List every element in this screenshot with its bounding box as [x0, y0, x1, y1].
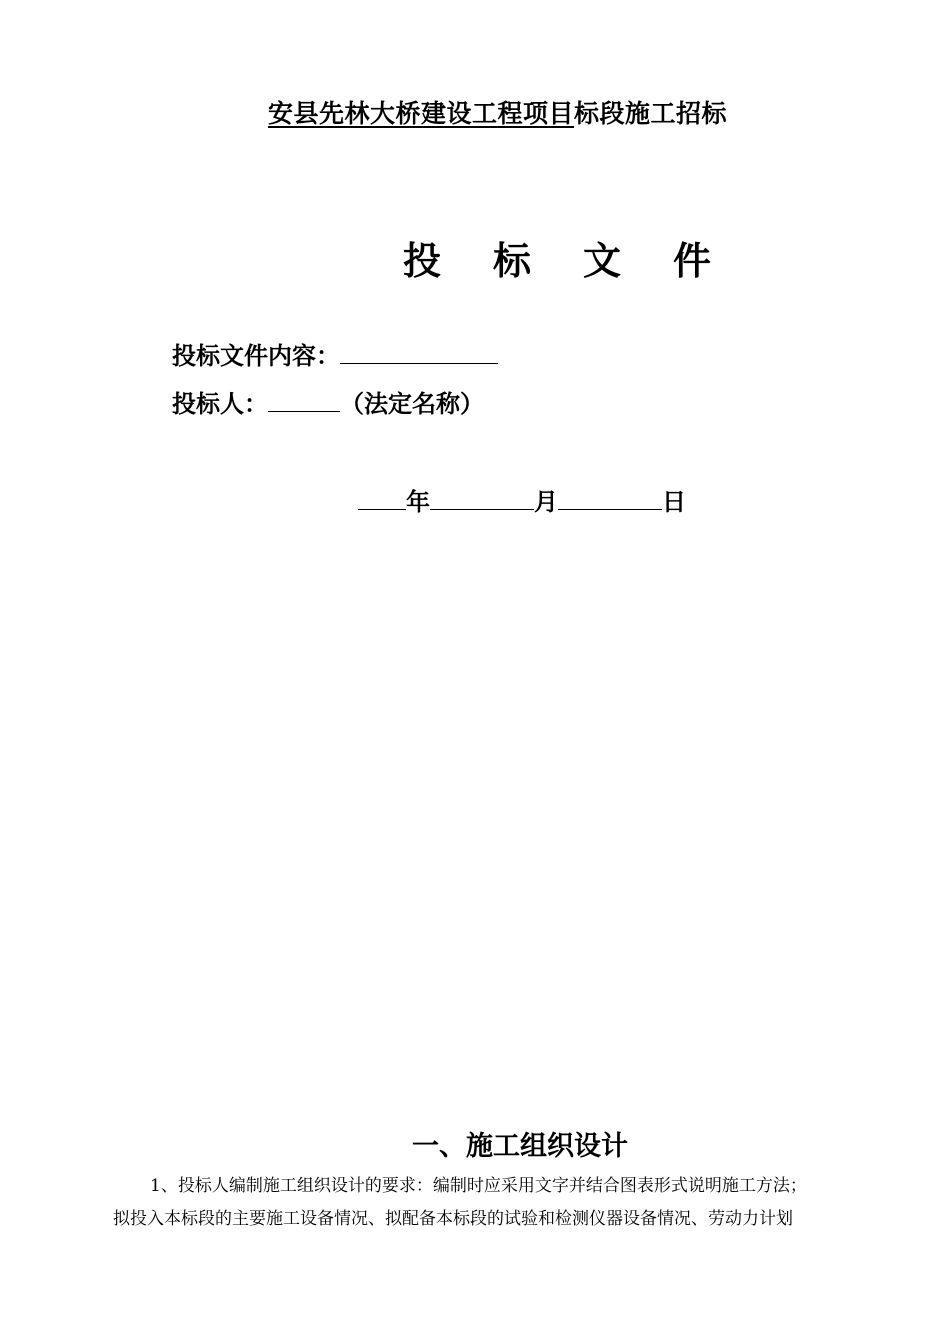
title-suffix: 标段施工招标 — [574, 99, 728, 128]
bidder-label: 投标人： — [172, 390, 268, 418]
month-blank-line — [430, 487, 534, 510]
document-heading — [403, 230, 763, 285]
content-blank-line — [340, 341, 498, 364]
bidder-field — [172, 384, 484, 419]
day-label: 日 — [662, 488, 686, 516]
heading-char: 标 — [493, 239, 532, 283]
day-blank-line — [558, 487, 662, 510]
date-line — [358, 482, 686, 517]
body-paragraph-line: 1、投标人编制施工组织设计的要求：编制时应采用文字并结合图表形式说明施工方法； — [150, 1176, 807, 1196]
bidder-suffix: （法定名称） — [340, 390, 484, 418]
section-heading: 一、施工组织设计 — [412, 1131, 628, 1162]
page-title — [268, 94, 727, 130]
heading-char: 文 — [583, 239, 622, 283]
content-label: 投标文件内容： — [172, 342, 340, 370]
heading-char: 件 — [673, 239, 712, 283]
body-paragraph-line: 拟投入本标段的主要施工设备情况、拟配备本标段的试验和检测仪器设备情况、劳动力计划 — [113, 1209, 793, 1229]
content-field — [172, 336, 498, 371]
title-project-name: 安县先林大桥建设工程项目 — [268, 99, 575, 128]
year-label: 年 — [406, 488, 430, 516]
bidder-blank-line — [268, 389, 340, 412]
month-label: 月 — [534, 488, 558, 516]
year-blank-line — [358, 487, 406, 510]
heading-char: 投 — [403, 239, 442, 283]
